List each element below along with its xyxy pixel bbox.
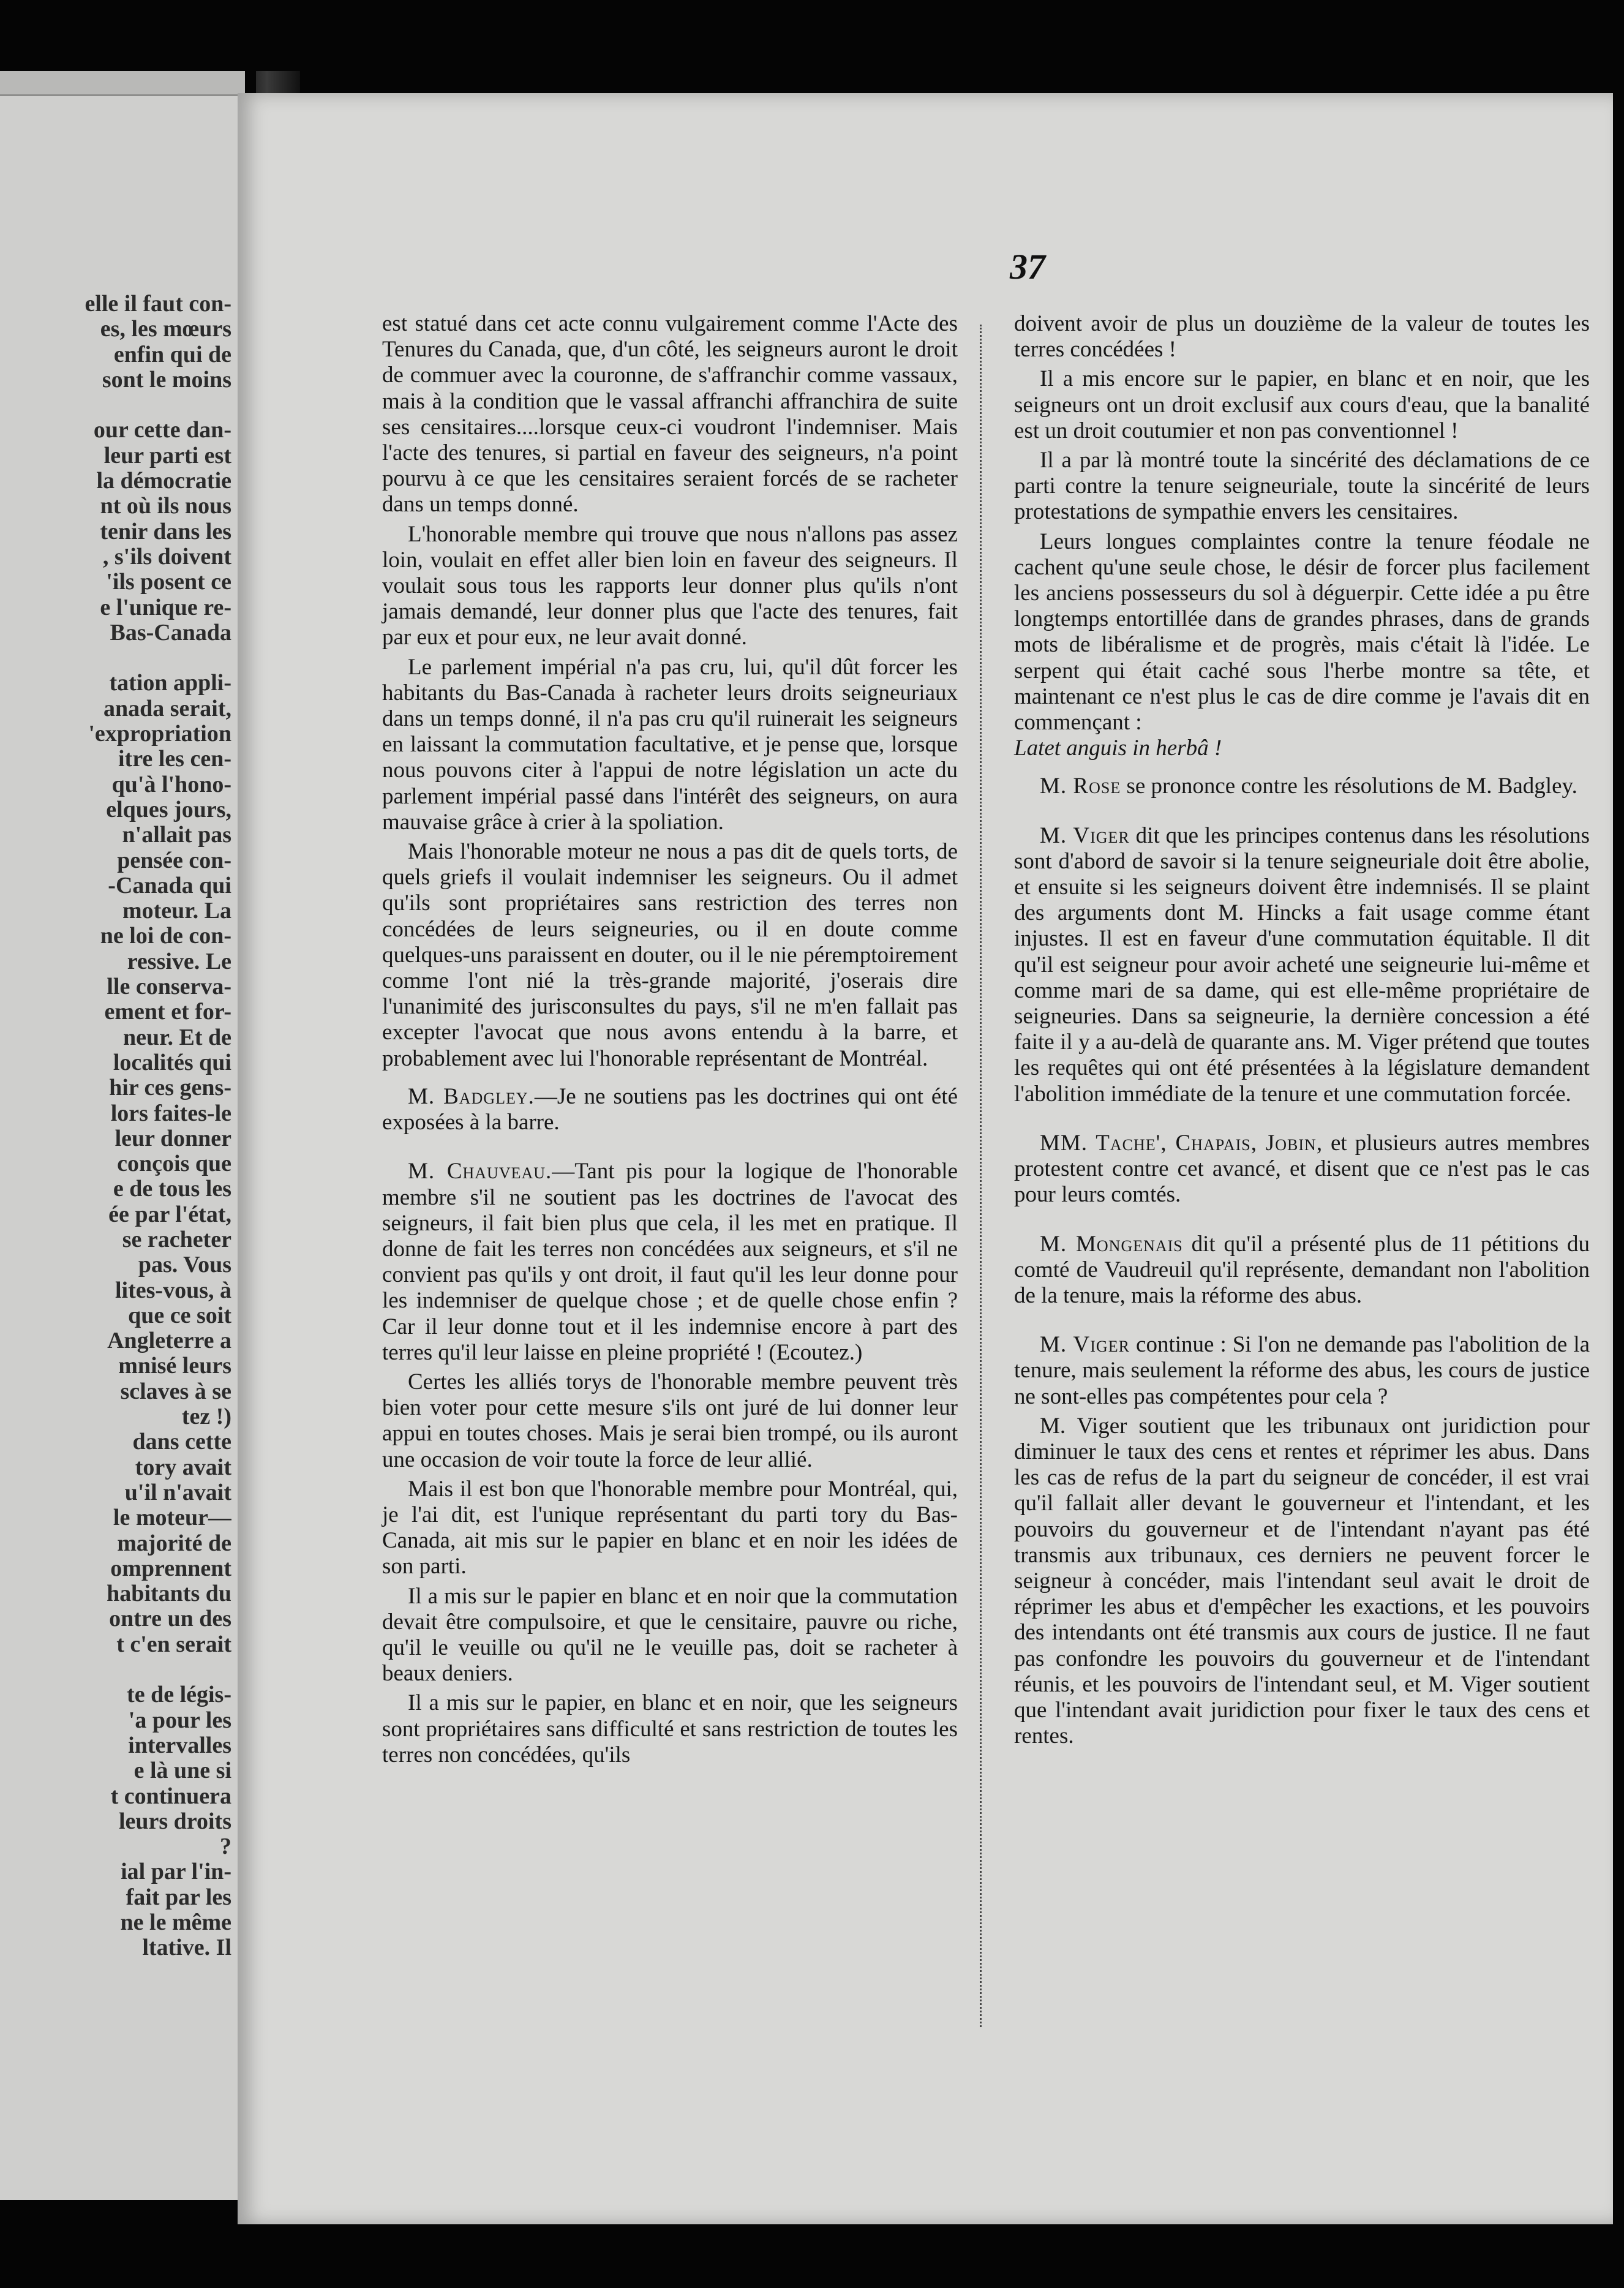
paragraph: Il a mis sur le papier, en blanc et en noir, que les seigneurs sont propriétaires sans difficulté et sans restriction de toutes les terres non concédées, qu'ils xyxy=(382,1690,958,1767)
left-page-line: habitants du xyxy=(107,1581,231,1607)
left-page-line: se racheter xyxy=(122,1227,231,1252)
left-page-line: enfin qui de xyxy=(113,342,231,367)
left-page-line: nt où ils nous xyxy=(100,494,231,519)
text-column-left xyxy=(382,311,958,1772)
left-page-line: ressive. Le xyxy=(127,949,231,974)
left-page-line: ltative. Il xyxy=(142,1935,231,1961)
speech-viger-continue xyxy=(1014,1332,1590,1410)
speaker-name: M. Chauveau. xyxy=(408,1159,552,1184)
paragraph: Mais l'honorable moteur ne nous a pas dit de quels torts, de quels griefs il voulait indemniser les seigneurs. Ou il admet qu'ils sont propriétaires sans restriction des terres non concédées de leurs seigneuries, ou il en doute comme quelques-uns paraissent en douter, ou il le nie péremptoirement comme l'ont nié la très-grande majorité, j'oserais dire l'unanimité des jurisconsultes du pays, s'il ne m'en fallait pas excepter l'avocat que nous avons entendu à la barre, et probablement avec lui l'honorable représentant de Montréal. xyxy=(382,839,958,1071)
left-page-line: hir ces gens- xyxy=(109,1075,231,1101)
left-page-line: itre les cen- xyxy=(118,747,231,772)
left-page-line: es, les mœurs xyxy=(100,317,231,342)
left-page-line: neur. Et de xyxy=(122,1025,231,1050)
left-page-line: majorité de xyxy=(117,1530,231,1556)
speech-text: dit que les principes contenus dans les résolutions sont d'abord de savoir si la tenure seigneuriale doit être abolie, et ensuite si les seigneurs doivent être indemnisés. Il se plaint des arguments dont M. Hincks a fait usage comme étant injustes. Il est en faveur d'une commutation équitable. Il dit qu'il est seigneur pour avoir acheté une seigneurie lui-même et comme mari de sa dame, qui est elle-même propriétaire de seigneuries. Dans sa seigneurie, la dernière concession a été faite il y a au-delà de quarante ans. M. Viger prétend que toutes les requêtes qui ont été présentées à la législature demandent l'abolition immédiate de la tenure et une commutation forcée. xyxy=(1014,822,1590,1107)
left-page-line: moteur. La xyxy=(122,898,231,924)
speaker-name: MM. Tache', Chapais, Jobin, xyxy=(1040,1130,1323,1156)
left-page-line: e là une si xyxy=(133,1758,231,1784)
left-page-line: localités qui xyxy=(113,1050,231,1075)
left-page-line: u'il n'avait xyxy=(124,1480,231,1505)
left-page-line: le moteur— xyxy=(113,1505,231,1531)
left-page-line: Bas-Canada xyxy=(110,620,231,645)
left-page-line: intervalles xyxy=(128,1733,231,1758)
left-page-line: elle il faut con- xyxy=(85,292,231,317)
left-page-line: lle conserva- xyxy=(107,974,231,1000)
left-page-line xyxy=(11,645,231,671)
left-page-line: fait par les xyxy=(126,1884,231,1910)
speech-text: continue : Si l'on ne demande pas l'abolition de la tenure, mais seulement la réforme des abus, les cours de justice ne sont-elles pas compétentes pour cela ? xyxy=(1014,1332,1590,1409)
left-page-line: our cette dan- xyxy=(93,418,231,443)
speech-viger xyxy=(1014,823,1590,1107)
left-page-line: sont le moins xyxy=(102,367,231,393)
left-page-line: mnisé leurs xyxy=(118,1353,231,1379)
speech-text: et plusieurs autres membres protestent contre cet avancé, et disent que ce n'est pas le cas pour leurs comtés. xyxy=(1014,1130,1590,1208)
left-page-line: n'allait pas xyxy=(122,822,231,848)
column-divider xyxy=(980,325,982,2027)
speech-text: —Je ne soutiens pas les doctrines qui ont été exposées à la barre. xyxy=(382,1083,958,1135)
left-page-line: ne loi de con- xyxy=(100,924,231,949)
speech-members xyxy=(1014,1131,1590,1208)
left-page-line: tenir dans les xyxy=(100,519,231,544)
left-page-line: sclaves à se xyxy=(120,1379,231,1404)
paragraph: Mais il est bon que l'honorable membre pour Montréal, qui, je l'ai dit, est l'unique représentant du parti tory du Bas-Canada, ait mis sur le papier en blanc et en noir les idées de son parti. xyxy=(382,1476,958,1579)
paragraph: Il a mis encore sur le papier, en blanc et en noir, que les seigneurs ont un droit exclusif aux cours d'eau, que la banalité est un droit coutumier et non pas conventionnel ! xyxy=(1014,366,1590,443)
left-page-line: t c'en serait xyxy=(116,1631,231,1657)
speaker-name: M. Mongenais xyxy=(1040,1231,1183,1257)
left-page-line: , s'ils doivent xyxy=(102,544,231,570)
left-page-line: lors faites-le xyxy=(110,1101,231,1126)
left-page-line: lites-vous, à xyxy=(115,1278,231,1303)
speech-text: se prononce contre les résolutions de M. Badgley. xyxy=(1126,773,1577,799)
paragraph: Le parlement impérial n'a pas cru, lui, qu'il dût forcer les habitants du Bas-Canada à racheter leurs droits seigneuriaux dans un temps donné, il n'a pas cru qu'il ruinerait les seigneurs en laissant la commutation facultative, et je pense que, lorsque nous pouvons citer à l'appui de notre législation un acte du parlement impérial passé dans l'intérêt des seigneurs, on aura mauvaise grâce à crier à la spoliation. xyxy=(382,654,958,835)
left-page-line: te de légis- xyxy=(127,1682,231,1708)
left-page-line: la démocratie xyxy=(96,469,231,494)
left-page-line: ne le même xyxy=(120,1910,231,1935)
speaker-name: M. Rose xyxy=(1040,773,1121,799)
paragraph: Il a par là montré toute la sincérité des déclamations de ce parti contre la tenure seigneuriale, toute la sincérité de leurs protestations de sympathie envers les censitaires. xyxy=(1014,448,1590,525)
left-page-line: 'a pour les xyxy=(128,1707,231,1733)
left-page-line: tez !) xyxy=(181,1404,231,1430)
paragraph: L'honorable membre qui trouve que nous n'allons pas assez loin, voulait en effet aller bien loin en faveur des seigneurs. Il voulait sous tous les rapports leur donner plus qu'ils n'ont jamais demandé, leur donner plus que l'acte des tenures, fait par eux et pour eux, ne leur avait donné. xyxy=(382,521,958,650)
left-page xyxy=(0,71,245,2200)
left-page-line: tation appli- xyxy=(109,671,231,696)
paragraph: est statué dans cet acte connu vulgairement comme l'Acte des Tenures du Canada, que, d'un côté, les seigneurs auront le droit de commuer avec la couronne, de s'affranchir comme vassaux, mais à la condition que le vassal affranchi affranchira de suite ses censitaires....lorsque ceux-ci voudront l'indemniser. Mais l'acte des tenures, si partial en faveur des seigneurs, n'a point pourvu à ce que les censitaires seraient forcés de se racheter dans un temps donné. xyxy=(382,311,958,517)
speaker-name: M. Viger xyxy=(1040,1332,1130,1358)
left-page-line: e de tous les xyxy=(113,1176,231,1202)
left-page-line: leur donner xyxy=(115,1126,231,1151)
paragraph: doivent avoir de plus un douzième de la valeur de toutes les terres concédées ! xyxy=(1014,311,1590,363)
paragraph: Il a mis sur le papier en blanc et en noir que la commutation devait être compulsoire, et que le censitaire, pauvre ou riche, qu'il le veuille ou qu'il ne le veuille pas, doit se racheter à beaux deniers. xyxy=(382,1583,958,1687)
latin-quote: Latet anguis in herbâ ! xyxy=(1014,736,1222,761)
left-page-line: dans cette xyxy=(132,1429,231,1455)
left-page-line: pensée con- xyxy=(117,848,231,873)
speech-rose xyxy=(1014,773,1590,799)
left-page-line: ontre un des xyxy=(109,1606,231,1632)
left-page-edge xyxy=(0,71,245,96)
left-page-line: conçois que xyxy=(117,1151,231,1177)
left-page-line: ée par l'état, xyxy=(108,1202,231,1227)
left-page-line: ? xyxy=(220,1834,231,1860)
paragraph-text: Leurs longues complaintes contre la tenure féodale ne cachent qu'une seule chose, le désir de forcer plus facilement les anciens possesseurs du sol à déguerpir. Cette idée a pu être longtemps entortillée dans de grandes phrases, dans de grands mots de libéralisme et de progrès, mais c'était là l'idée. Le serpent qui était caché sous l'herbe montre sa tête, et maintenant ce n'est plus le cas de dire comme je l'avais dit en commençant : xyxy=(1014,529,1590,736)
text-column-right xyxy=(1014,311,1590,1753)
speech-text: —Tant pis pour la logique de l'honorable membre s'il ne soutient pas les doctrines de l'avocat des seigneurs, il fait bien plus que cela, il les met en pratique. Il donne de fait les terres non concédées aux seigneurs, et s'il ne convient pas qu'ils y ont droit, il faut qu'il les leur donne pour les indemniser de quelque chose ; et de quelle chose enfin ? Car il leur donne tout et il les indemnise encore à part des terres qu'il leur laisse en pleine propriété ! (Ecoutez.) xyxy=(382,1159,958,1365)
left-page-line: 'expropriation xyxy=(88,721,231,747)
speech-mongenais xyxy=(1014,1232,1590,1309)
left-page-line: ement et for- xyxy=(104,999,231,1025)
paragraph: Certes les alliés torys de l'honorable membre peuvent très bien voter pour cette mesure s'ils ont juré de lui donner leur appui en toutes choses. Mais je serai bien trompé, ou ils auront une occasion de voir toute la force de leur allié. xyxy=(382,1369,958,1472)
left-page-line xyxy=(11,393,231,418)
left-page-line xyxy=(11,1657,231,1682)
speaker-name: M. Viger xyxy=(1040,822,1130,848)
left-page-line: que ce soit xyxy=(128,1303,231,1328)
speech-badgley xyxy=(382,1084,958,1135)
left-page-line: omprennent xyxy=(110,1556,231,1581)
left-page-line: tory avait xyxy=(135,1454,231,1480)
paragraph xyxy=(1014,529,1590,762)
left-page-line: ial par l'in- xyxy=(121,1859,231,1885)
left-page-line: leurs droits xyxy=(118,1808,231,1834)
speech-chauveau xyxy=(382,1159,958,1366)
left-page-line: 'ils posent ce xyxy=(106,570,231,595)
left-page-text xyxy=(11,292,231,1961)
left-page-line: anada serait, xyxy=(103,696,231,721)
left-page-line: -Canada qui xyxy=(108,873,231,898)
left-page-line: elques jours, xyxy=(106,797,231,822)
left-page-line: e l'unique re- xyxy=(100,595,231,620)
speaker-name: M. Badgley. xyxy=(408,1083,535,1109)
left-page-line: leur parti est xyxy=(103,443,231,469)
left-page-line: t continuera xyxy=(110,1783,231,1809)
left-page-line: pas. Vous xyxy=(138,1252,231,1278)
speech-text: dit qu'il a présenté plus de 11 pétitions du comté de Vaudreuil qu'il représente, demandant non l'abolition de la tenure, mais la réforme des abus. xyxy=(1014,1231,1590,1308)
left-page-line: qu'à l'hono- xyxy=(111,772,231,797)
left-page-line: Angleterre a xyxy=(107,1328,231,1354)
paragraph: M. Viger soutient que les tribunaux ont juridiction pour diminuer le taux des cens et rentes et réprimer les abus. Dans les cas de refus de la part du seigneur de concéder, il est vrai qu'il fallait aller devant le gouverneur et l'intendant, et les pouvoirs du gouverneur et de l'intendant n'ayant pas été transmis aux tribunaux, ces derniers ne peuvent forcer le seigneur à concéder, mais l'intendant seul avait le droit de réprimer les abus et d'empêcher les exactions, et les pouvoirs des intendants ont été transmis aux cours de justice. Il ne faut pas confondre les pouvoirs du gouverneur et de l'intendant réunis, et les pouvoirs de l'intendant seul, et M. Viger soutient que l'intendant avait juridiction pour fixer le taux des cens et rentes. xyxy=(1014,1413,1590,1749)
page-number: 37 xyxy=(1010,247,1045,287)
